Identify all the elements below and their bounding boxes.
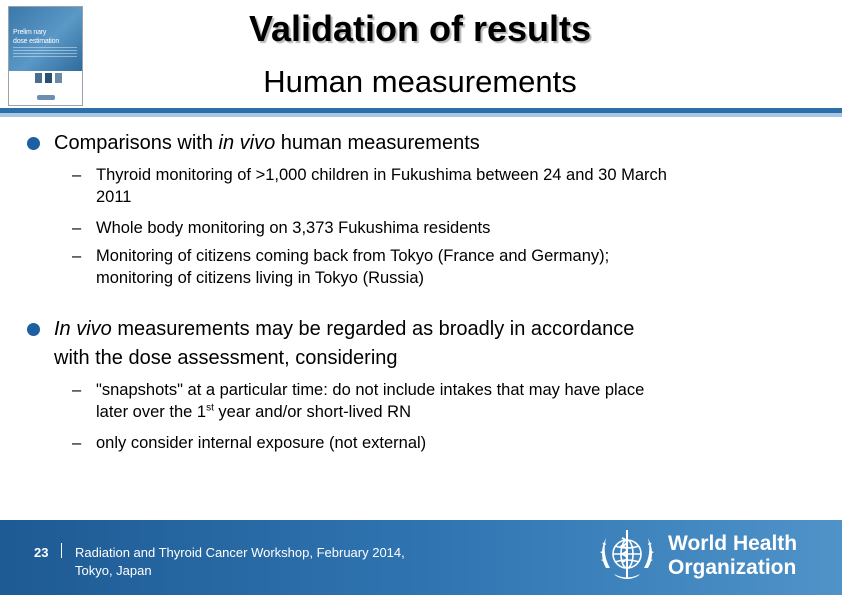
sub-bullet-2-2: only consider internal exposure (not external) bbox=[96, 434, 427, 452]
cover-logo-icon bbox=[37, 95, 55, 100]
page-number: 23 bbox=[34, 545, 49, 560]
sub-bullet-1-3: Monitoring of citizens coming back from Tokyo (France and Germany); monitoring of citizens living in Tokyo (Russia) bbox=[96, 247, 610, 287]
cover-emblem-icon bbox=[45, 73, 52, 83]
cover-emblem-icon bbox=[55, 73, 62, 83]
slide-title: Validation of results bbox=[248, 8, 592, 49]
sub-bullet-1-1: Thyroid monitoring of >1,000 children in Fukushima between 24 and 30 March 2011 bbox=[96, 166, 667, 206]
bullet-dot-icon bbox=[27, 137, 40, 150]
slide-subtitle: Human measurements bbox=[263, 64, 577, 99]
who-name: World Health Organization bbox=[668, 532, 798, 579]
bullet-dot-icon bbox=[27, 323, 40, 336]
header-divider-shadow bbox=[0, 113, 842, 117]
footer-separator bbox=[61, 543, 62, 558]
bullet-1-text: Comparisons with in vivo human measurements bbox=[54, 132, 480, 154]
who-emblem-icon bbox=[592, 524, 662, 586]
sub-bullet-1-2: Whole body monitoring on 3,373 Fukushima residents bbox=[96, 219, 491, 237]
cover-emblem-icon bbox=[35, 73, 42, 83]
bullet-2-text: In vivo measurements may be regarded as broadly in accordance with the dose assessment, considering bbox=[54, 318, 635, 369]
sub-bullet-2-1: "snapshots" at a particular time: do not include intakes that may have place later over the 1st year and/or short-lived RN bbox=[96, 381, 645, 421]
sub-bullet-dash: – bbox=[72, 381, 82, 399]
sub-bullet-dash: – bbox=[72, 219, 82, 237]
cover-title-line1: Prelim nary bbox=[13, 29, 47, 36]
cover-text-lines bbox=[13, 47, 77, 59]
cover-title-line2: dose estimation bbox=[13, 38, 60, 45]
sub-bullet-dash: – bbox=[72, 434, 82, 452]
sub-bullet-dash: – bbox=[72, 247, 82, 265]
footer-caption: Radiation and Thyroid Cancer Workshop, February 2014, Tokyo, Japan bbox=[75, 545, 405, 578]
report-cover-thumbnail bbox=[8, 6, 83, 106]
sub-bullet-dash: – bbox=[72, 166, 82, 184]
